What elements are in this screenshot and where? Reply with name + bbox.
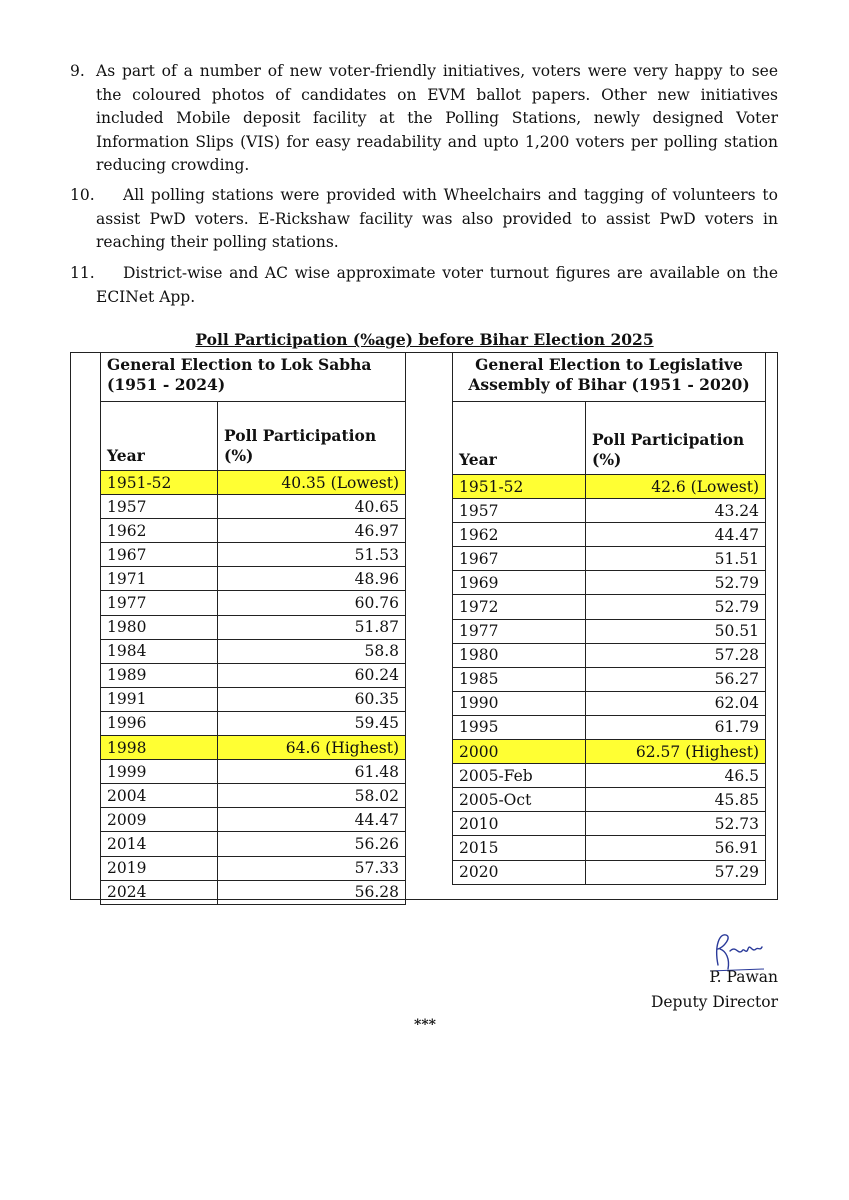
table-row bbox=[101, 495, 406, 519]
year-cell: 1995 bbox=[453, 715, 586, 739]
poll-value-cell: 44.47 bbox=[218, 808, 406, 832]
year-cell: 2019 bbox=[101, 856, 218, 880]
table-row bbox=[453, 475, 766, 499]
poll-value-cell: 62.57 (Highest) bbox=[586, 740, 766, 764]
bihar-assembly-table bbox=[452, 352, 766, 885]
year-cell: 2005-Feb bbox=[453, 764, 586, 788]
table-row bbox=[453, 619, 766, 643]
paragraph-11 bbox=[70, 262, 778, 309]
table-row bbox=[453, 860, 766, 884]
table-caption: Poll Participation (%age) before Bihar Election 2025 bbox=[195, 330, 654, 349]
poll-value-cell: 58.8 bbox=[218, 639, 406, 663]
table-row bbox=[453, 667, 766, 691]
paragraph-number: 9. bbox=[70, 62, 85, 80]
table-row bbox=[453, 643, 766, 667]
year-cell: 1957 bbox=[101, 495, 218, 519]
poll-value-cell: 64.6 (Highest) bbox=[218, 736, 406, 760]
year-cell: 1971 bbox=[101, 567, 218, 591]
table-row bbox=[101, 832, 406, 856]
poll-value-cell: 46.5 bbox=[586, 764, 766, 788]
paragraph-text: All polling stations were provided with Wheelchairs and tagging of volunteers to assist PwD voters. E-Rickshaw facility was also provided to assist PwD voters in reaching their polling stations. bbox=[96, 186, 778, 251]
year-cell: 1999 bbox=[101, 760, 218, 784]
poll-value-cell: 56.91 bbox=[586, 836, 766, 860]
table-row bbox=[101, 567, 406, 591]
paragraph-number: 10. bbox=[70, 186, 95, 204]
year-cell: 2015 bbox=[453, 836, 586, 860]
paragraph-10 bbox=[70, 184, 778, 255]
poll-value-cell: 56.26 bbox=[218, 832, 406, 856]
poll-value-cell: 40.35 (Lowest) bbox=[218, 471, 406, 495]
poll-value-cell: 52.79 bbox=[586, 571, 766, 595]
year-cell: 1980 bbox=[101, 615, 218, 639]
poll-value-cell: 57.28 bbox=[586, 643, 766, 667]
poll-value-cell: 43.24 bbox=[586, 499, 766, 523]
table-row bbox=[101, 615, 406, 639]
bihar-title: General Election to Legislative Assembly of Bihar (1951 - 2020) bbox=[453, 353, 766, 402]
year-cell: 2000 bbox=[453, 740, 586, 764]
table-row bbox=[101, 543, 406, 567]
signatory-designation: Deputy Director bbox=[650, 993, 778, 1011]
poll-value-cell: 56.27 bbox=[586, 667, 766, 691]
table-row bbox=[101, 808, 406, 832]
table-row bbox=[101, 784, 406, 808]
year-cell: 2004 bbox=[101, 784, 218, 808]
year-cell: 1951-52 bbox=[101, 471, 218, 495]
poll-value-cell: 50.51 bbox=[586, 619, 766, 643]
poll-value-cell: 44.47 bbox=[586, 523, 766, 547]
table-row bbox=[453, 571, 766, 595]
paragraph-text: District-wise and AC wise approximate voter turnout figures are available on the ECINet App. bbox=[96, 264, 778, 306]
table-row bbox=[453, 740, 766, 764]
year-cell: 2005-Oct bbox=[453, 788, 586, 812]
year-cell: 2020 bbox=[453, 860, 586, 884]
poll-value-cell: 51.53 bbox=[218, 543, 406, 567]
poll-value-cell: 51.51 bbox=[586, 547, 766, 571]
table-row bbox=[101, 760, 406, 784]
table-row bbox=[453, 691, 766, 715]
year-header: Year bbox=[101, 402, 218, 471]
year-cell: 1967 bbox=[101, 543, 218, 567]
table-row bbox=[453, 836, 766, 860]
signatory-name: P. Pawan bbox=[709, 968, 778, 986]
year-cell: 2010 bbox=[453, 812, 586, 836]
table-row bbox=[453, 547, 766, 571]
year-header: Year bbox=[453, 402, 586, 475]
table-row bbox=[101, 687, 406, 711]
table-row bbox=[453, 812, 766, 836]
end-mark: *** bbox=[414, 1017, 436, 1033]
year-cell: 1951-52 bbox=[453, 475, 586, 499]
table-row bbox=[453, 788, 766, 812]
year-cell: 1977 bbox=[101, 591, 218, 615]
poll-value-cell: 45.85 bbox=[586, 788, 766, 812]
table-row bbox=[101, 639, 406, 663]
table-row bbox=[101, 856, 406, 880]
table-row bbox=[453, 499, 766, 523]
table-row bbox=[101, 591, 406, 615]
table-row bbox=[101, 711, 406, 735]
table-row bbox=[101, 736, 406, 760]
poll-value-cell: 46.97 bbox=[218, 519, 406, 543]
poll-value-cell: 42.6 (Lowest) bbox=[586, 475, 766, 499]
year-cell: 1996 bbox=[101, 711, 218, 735]
poll-value-cell: 57.29 bbox=[586, 860, 766, 884]
poll-value-cell: 40.65 bbox=[218, 495, 406, 519]
poll-value-cell: 62.04 bbox=[586, 691, 766, 715]
table-row bbox=[453, 764, 766, 788]
year-cell: 1984 bbox=[101, 639, 218, 663]
year-cell: 1998 bbox=[101, 736, 218, 760]
table-row bbox=[101, 519, 406, 543]
poll-value-cell: 59.45 bbox=[218, 711, 406, 735]
poll-value-cell: 52.79 bbox=[586, 595, 766, 619]
table-row bbox=[453, 595, 766, 619]
year-cell: 1962 bbox=[453, 523, 586, 547]
year-cell: 2009 bbox=[101, 808, 218, 832]
poll-header: Poll Participation (%) bbox=[586, 402, 766, 475]
paragraph-9 bbox=[70, 60, 778, 178]
poll-value-cell: 48.96 bbox=[218, 567, 406, 591]
table-row bbox=[101, 471, 406, 495]
table-row bbox=[101, 663, 406, 687]
year-cell: 1990 bbox=[453, 691, 586, 715]
poll-value-cell: 52.73 bbox=[586, 812, 766, 836]
year-cell: 1957 bbox=[453, 499, 586, 523]
paragraph-text: As part of a number of new voter-friendly initiatives, voters were very happy to see the coloured photos of candidates on EVM ballot papers. Other new initiatives included Mobile deposit facility at the Polling Stations, newly designed Voter Information Slips (VIS) for easy readability and upto 1,200 voters per polling station reducing crowding. bbox=[96, 62, 778, 174]
year-cell: 1972 bbox=[453, 595, 586, 619]
year-cell: 1967 bbox=[453, 547, 586, 571]
year-cell: 1962 bbox=[101, 519, 218, 543]
year-cell: 1977 bbox=[453, 619, 586, 643]
paragraph-number: 11. bbox=[70, 264, 95, 282]
poll-value-cell: 61.48 bbox=[218, 760, 406, 784]
lok-sabha-title: General Election to Lok Sabha (1951 - 2024) bbox=[101, 353, 406, 402]
table-row bbox=[453, 715, 766, 739]
poll-header: Poll Participation (%) bbox=[218, 402, 406, 471]
year-cell: 1991 bbox=[101, 687, 218, 711]
poll-value-cell: 60.24 bbox=[218, 663, 406, 687]
year-cell: 2014 bbox=[101, 832, 218, 856]
year-cell: 1969 bbox=[453, 571, 586, 595]
year-cell: 1989 bbox=[101, 663, 218, 687]
poll-value-cell: 56.28 bbox=[218, 880, 406, 904]
year-cell: 1980 bbox=[453, 643, 586, 667]
poll-value-cell: 60.76 bbox=[218, 591, 406, 615]
year-cell: 2024 bbox=[101, 880, 218, 904]
year-cell: 1985 bbox=[453, 667, 586, 691]
table-row bbox=[101, 880, 406, 904]
poll-value-cell: 60.35 bbox=[218, 687, 406, 711]
lok-sabha-table bbox=[100, 352, 406, 905]
poll-value-cell: 61.79 bbox=[586, 715, 766, 739]
poll-value-cell: 58.02 bbox=[218, 784, 406, 808]
poll-value-cell: 57.33 bbox=[218, 856, 406, 880]
table-row bbox=[453, 523, 766, 547]
poll-value-cell: 51.87 bbox=[218, 615, 406, 639]
